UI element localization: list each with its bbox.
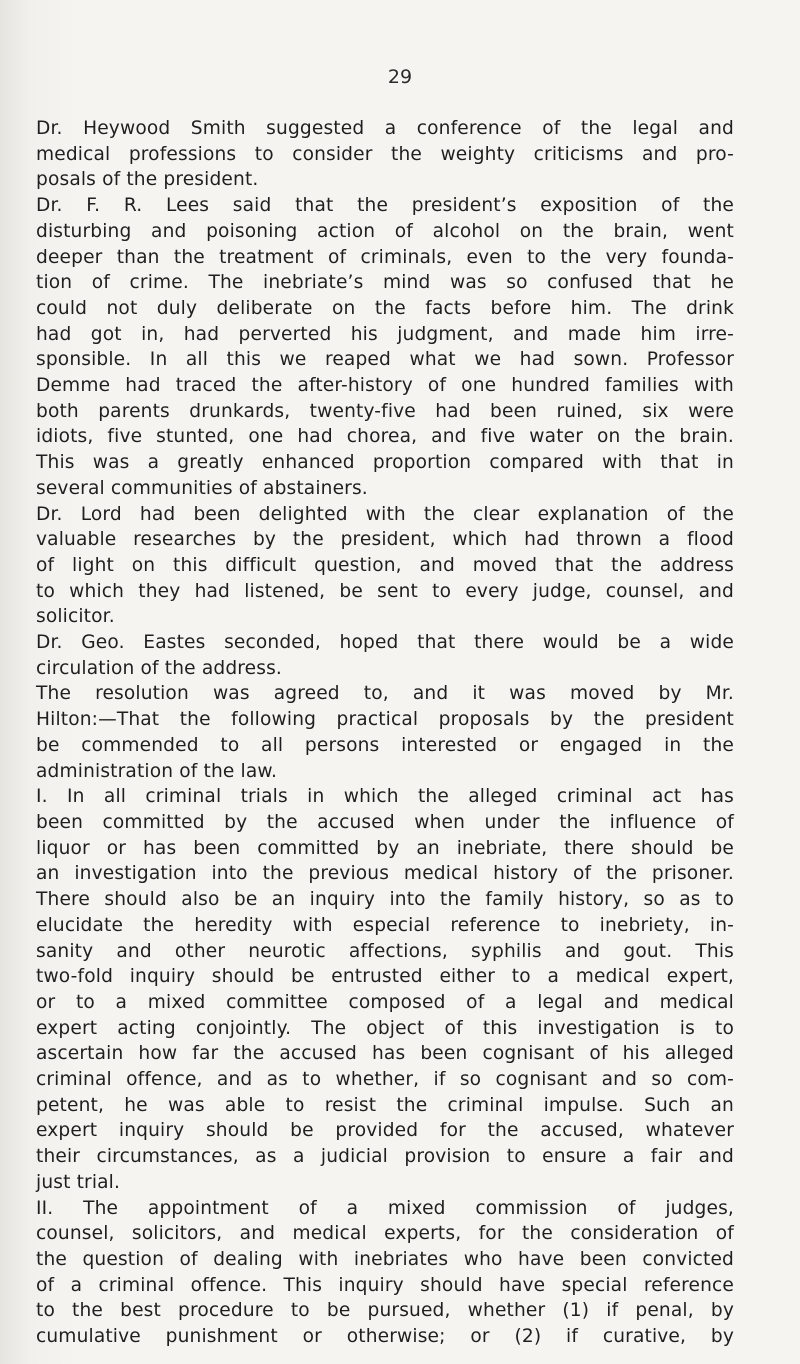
text-line: administration of the law. [36,760,278,782]
text-line: their circumstances, as a judicial provision to ensure a fair and [36,1146,734,1168]
text-line: cumulative punishment or otherwise; or (2) if curative, by [36,1326,734,1348]
text-line: Dr. Heywood Smith suggested a conference of the legal and [36,118,734,139]
body-text [36,116,734,1350]
text-line: been committed by the accused when under the influence of [36,811,734,833]
text-line: ascertain how far the accused has been cognisant of his alleged [36,1043,734,1065]
text-line: The resolution was agreed to, and it was moved by Mr. [36,683,734,705]
text-line: an investigation into the previous medical history of the prisoner. [36,863,734,885]
text-line: be commended to all persons interested or engaged in the [36,734,734,756]
text-line: There should also be an inquiry into the family history, so as to [36,889,734,911]
text-line: I. In all criminal trials in which the alleged criminal act has [36,786,734,808]
text-line: expert acting conjointly. The object of this investigation is to [36,1017,734,1039]
text-line: to which they had listened, be sent to every judge, counsel, and [36,580,734,602]
text-line: expert inquiry should be provided for the accused, whatever [36,1120,734,1142]
text-line: Hilton:—That the following practical proposals by the president [36,709,734,731]
text-line: Dr. Geo. Eastes seconded, hoped that there would be a wide [36,632,734,654]
text-line: just trial. [36,1171,121,1193]
text-line: counsel, solicitors, and medical experts, for the consideration of [36,1223,734,1245]
text-line: circulation of the address. [36,657,282,679]
text-line: elucidate the heredity with especial reference to inebriety, in- [36,914,734,936]
text-line: solicitor. [36,606,115,628]
text-line: medical professions to consider the weighty criticisms and pro- [36,143,734,165]
text-line: of light on this difficult question, and moved that the address [36,554,734,576]
text-line: had got in, had perverted his judgment, and made him irre- [36,323,734,345]
text-line: of a criminal offence. This inquiry should have special reference [36,1274,734,1296]
text-line: tion of crime. The inebriate’s mind was so confused that he [36,272,734,294]
text-line: deeper than the treatment of criminals, even to the very founda- [36,246,734,268]
text-line: Dr. Lord had been delighted with the clear explanation of the [36,503,734,525]
text-line: idiots, five stunted, one had chorea, and five water on the brain. [36,426,734,448]
text-line: two-fold inquiry should be entrusted either to a medical expert, [36,966,734,988]
text-line: to the best procedure to be pursued, whether (1) if penal, by [36,1300,734,1322]
text-line: could not duly deliberate on the facts before him. The drink [36,297,734,319]
text-line: This was a greatly enhanced proportion compared with that in [36,452,734,474]
text-line: valuable researches by the president, which had thrown a flood [36,529,734,551]
text-line: posals of the president. [36,169,259,191]
text-line: sponsible. In all this we reaped what we had sown. Professor [36,349,734,371]
text-line: the question of dealing with inebriates who have been convicted [36,1248,734,1270]
text-line: II. The appointment of a mixed commission of judges, [36,1197,734,1219]
page-number: 29 [387,66,413,88]
text-line: disturbing and poisoning action of alcohol on the brain, went [36,220,734,242]
text-line: or to a mixed committee composed of a legal and medical [36,991,734,1013]
text-line: Demme had traced the after-history of one hundred families with [36,375,734,397]
text-line: several communities of abstainers. [36,477,368,499]
text-line: both parents drunkards, twenty-five had been ruined, six were [36,400,734,422]
text-line: criminal offence, and as to whether, if so cognisant and so com- [36,1069,734,1091]
text-line: Dr. F. R. Lees said that the president’s exposition of the [36,195,734,217]
text-line: liquor or has been committed by an inebriate, there should be [36,837,734,859]
text-line: sanity and other neurotic affections, syphilis and gout. This [36,940,734,962]
text-line: petent, he was able to resist the criminal impulse. Such an [36,1094,734,1116]
